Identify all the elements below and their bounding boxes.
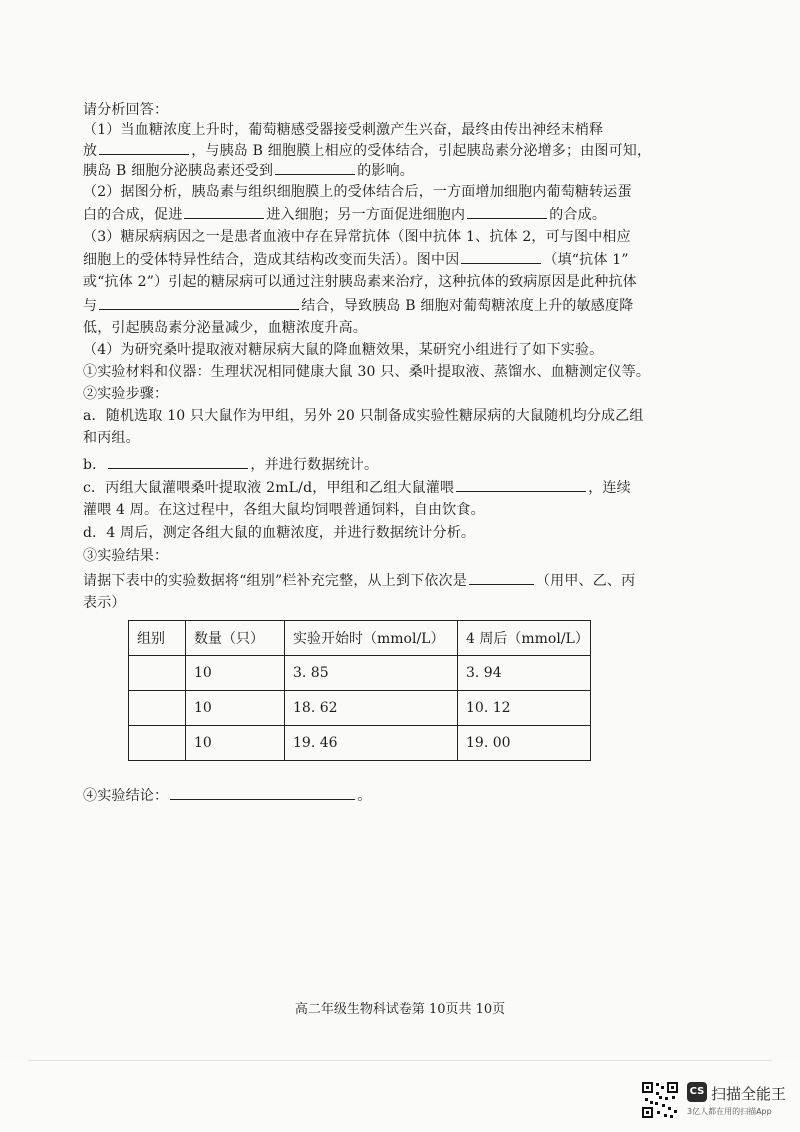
- answer-blank[interactable]: [467, 204, 547, 219]
- table-cell-group[interactable]: [129, 726, 186, 761]
- answer-blank[interactable]: [456, 477, 586, 492]
- q4-line1: （4）为研究桑叶提取液对糖尿病大鼠的降血糖效果，某研究小组进行了如下实验。: [83, 342, 604, 358]
- table-cell-group[interactable]: [129, 656, 186, 691]
- q1-line2: 放 ，与胰岛 B 细胞膜上相应的受体结合，引起胰岛素分泌增多；由图可知，: [83, 140, 651, 161]
- q4-materials: ①实验材料和仪器：生理状况相同健康大鼠 30 只、桑叶提取液、蒸馏水、血糖测定仪等。: [83, 364, 651, 380]
- q4-step-a-line1: a．随机选取 10 只大鼠作为甲组，另外 20 只制备成实验性糖尿病的大鼠随机均分成乙组: [83, 408, 644, 424]
- table-row: [129, 691, 591, 726]
- table-header: 实验开始时（mmol/L）: [285, 621, 458, 656]
- table-cell: 3. 85: [285, 656, 458, 691]
- brand-name: 扫描全能王: [711, 1085, 787, 1103]
- table-header: 组别: [129, 621, 186, 656]
- q3-line1: （3）糖尿病病因之一是患者血液中存在异常抗体（图中抗体 1、抗体 2，可与图中相应: [83, 229, 631, 245]
- answer-blank[interactable]: [170, 785, 355, 800]
- answer-blank[interactable]: [99, 140, 189, 155]
- results-table: [128, 620, 591, 761]
- camscanner-logo: CS: [687, 1082, 707, 1102]
- q3-line4: 与 结合，导致胰岛 B 细胞对葡萄糖浓度上升的敏感度降: [83, 295, 633, 316]
- q3-line3: 或“抗体 2”）引起的糖尿病可以通过注射胰岛素来治疗，这种抗体的致病原因是此种抗体: [83, 274, 637, 290]
- q2-line2: 白的合成，促进 进入细胞；另一方面促进细胞内 的合成。: [83, 204, 606, 225]
- table-cell: 19. 00: [458, 726, 591, 761]
- table-cell: 19. 46: [285, 726, 458, 761]
- q4-results-text-cont: 表示）: [83, 595, 126, 611]
- q3-line2: 细胞上的受体特异性结合，造成其结构改变而失活）。图中因 （填“抗体 1”: [83, 249, 629, 270]
- table-cell: 18. 62: [285, 691, 458, 726]
- table-cell: 10: [186, 656, 285, 691]
- table-cell: 10: [186, 726, 285, 761]
- answer-blank[interactable]: [184, 204, 264, 219]
- table-header: 数量（只）: [186, 621, 285, 656]
- answer-blank[interactable]: [461, 249, 541, 264]
- q1-line1: （1）当血糖浓度上升时，葡萄糖感受器接受刺激产生兴奋，最终由传出神经末梢释: [83, 122, 604, 138]
- answer-blank[interactable]: [469, 570, 534, 585]
- q4-step-c-line1: c．丙组大鼠灌喂桑叶提取液 2mL/d，甲组和乙组大鼠灌喂 ，连续: [83, 477, 631, 498]
- q4-steps-heading: ②实验步骤：: [83, 386, 169, 402]
- table-header: 4 周后（mmol/L）: [458, 621, 591, 656]
- page-footer: 高二年级生物科试卷第 10页共 10页: [294, 1002, 506, 1017]
- table-cell-group[interactable]: [129, 691, 186, 726]
- table-cell: 10. 12: [458, 691, 591, 726]
- q4-results-text: 请据下表中的实验数据将“组别”栏补充完整，从上到下依次是 （用甲、乙、丙: [83, 570, 635, 591]
- intro-line: 请分析回答：: [83, 102, 169, 118]
- q4-step-c-line2: 灌喂 4 周。在这过程中，各组大鼠均饲喂普通饲料，自由饮食。: [83, 502, 485, 518]
- q4-step-b: b． ，并进行数据统计。: [83, 454, 378, 475]
- divider: [28, 1060, 772, 1061]
- table-cell: 3. 94: [458, 656, 591, 691]
- table-header-row: [129, 621, 591, 656]
- table-cell: 10: [186, 691, 285, 726]
- brand-tagline: 3亿人都在用的扫描App: [687, 1107, 772, 1116]
- qr-code-icon: [640, 1080, 680, 1120]
- answer-blank[interactable]: [99, 295, 299, 310]
- table-row: [129, 726, 591, 761]
- q4-results-heading: ③实验结果：: [83, 548, 169, 564]
- q4-conclusion: ④实验结论： 。: [83, 785, 371, 806]
- q4-step-a-line2: 和丙组。: [83, 430, 140, 446]
- q4-step-d: d．4 周后，测定各组大鼠的血糖浓度，并进行数据统计分析。: [83, 525, 476, 541]
- table-row: [129, 656, 591, 691]
- answer-blank[interactable]: [108, 454, 248, 469]
- q3-line5: 低，引起胰岛素分泌量减少，血糖浓度升高。: [83, 320, 367, 336]
- q1-line3: 胰岛 B 细胞分泌胰岛素还受到 的影响。: [83, 160, 414, 181]
- answer-blank[interactable]: [275, 160, 355, 175]
- q2-line1: （2）据图分析，胰岛素与组织细胞膜上的受体结合后，一方面增加细胞内葡萄糖转运蛋: [83, 184, 632, 200]
